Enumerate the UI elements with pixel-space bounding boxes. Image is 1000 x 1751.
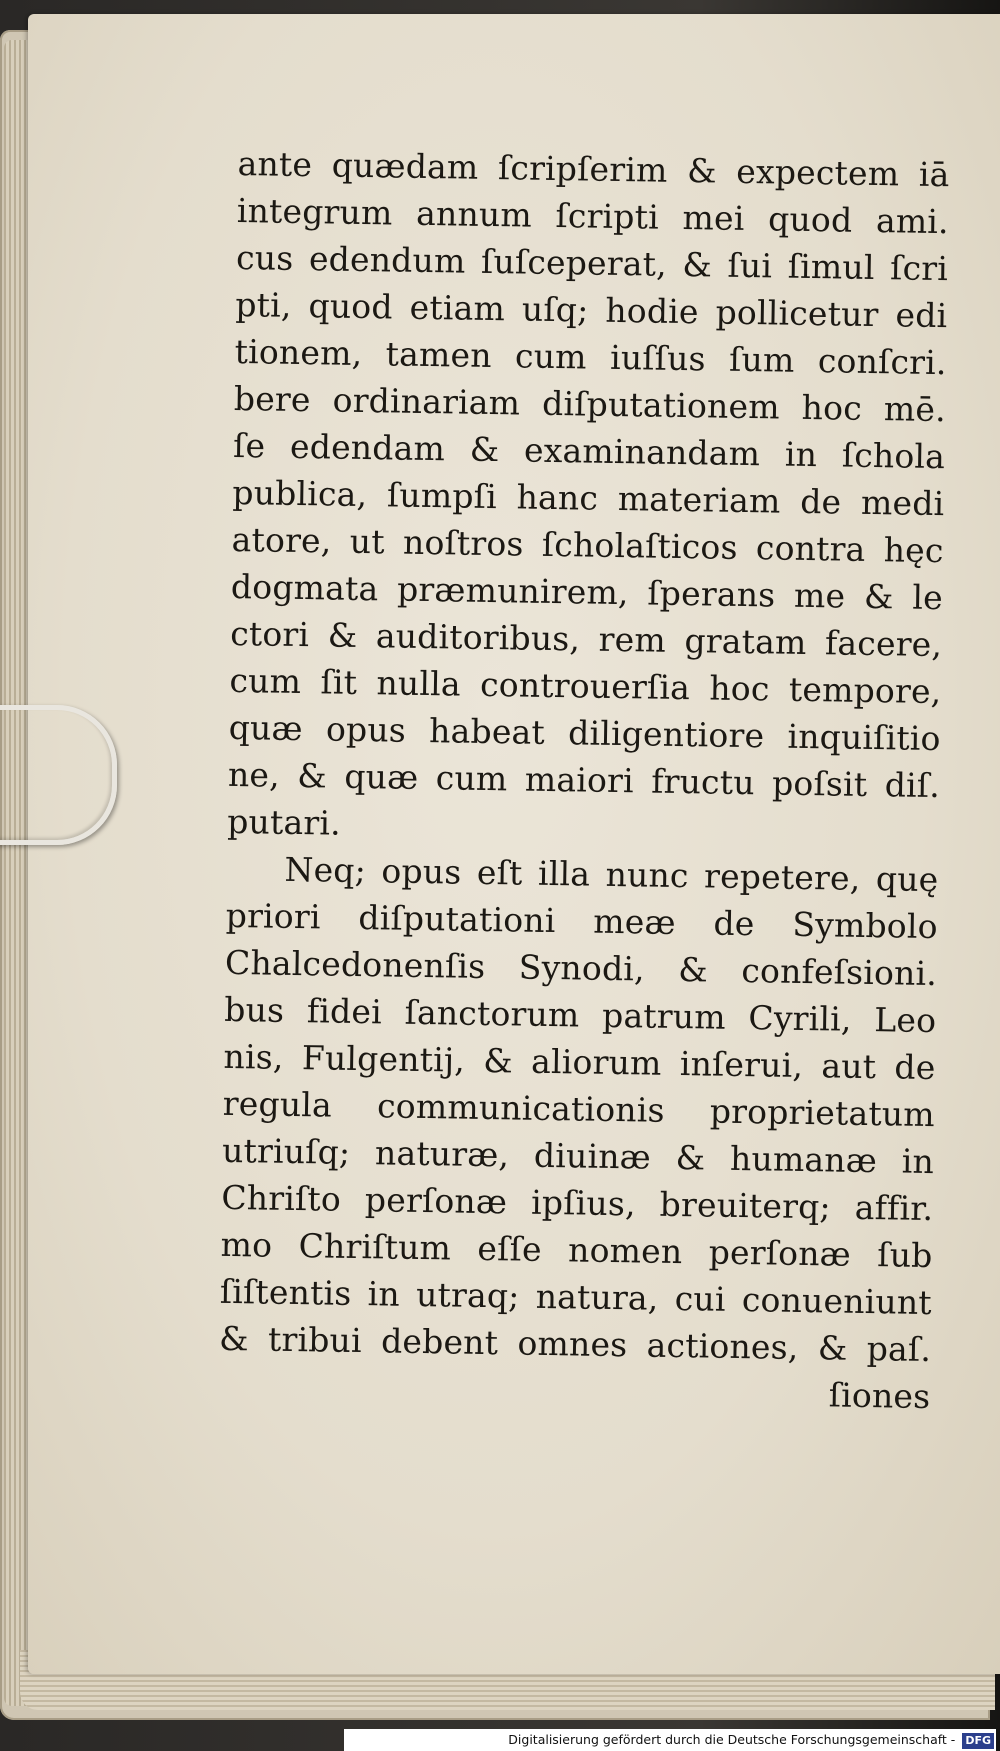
text-line-9: atore, ut noſtros ſcholaſticos contra hęc <box>231 519 944 571</box>
catchword: ſiones <box>828 1375 931 1417</box>
dfg-logo: DFG <box>962 1733 994 1749</box>
text-line-16: Neq; opus eſt illa nunc repetere, quę <box>284 849 939 900</box>
text-line-13: quæ opus habeat diligentiore inquiſitio <box>228 707 941 759</box>
text-line-26: & tribui debent omnes actiones, & paſ. <box>218 1318 932 1370</box>
body-text <box>218 140 950 1420</box>
digitization-credit <box>344 1729 996 1751</box>
text-line-22: utriuſq; naturæ, diuinæ & humanæ in <box>221 1130 935 1182</box>
text-line-7: ſe edendam & examinandam in ſchola <box>232 425 946 477</box>
text-line-17: priori diſputationi meæ de Symbolo <box>225 895 939 947</box>
text-line-19: bus fidei ſanctorum patrum Cyrili, Leo <box>224 989 937 1041</box>
text-line-25: ſiſtentis in utraq; natura, cui conueniunt <box>219 1271 933 1323</box>
credit-text: Digitalisierung gefördert durch die Deutsche Forschungsgemeinschaft - <box>508 1732 956 1747</box>
text-line-12: cum ſit nulla controuerſia hoc tempore, <box>229 660 942 712</box>
text-line-2: integrum annum ſcripti mei quod ami. <box>236 190 950 242</box>
text-line-21: regula communicationis proprietatum <box>222 1083 936 1135</box>
text-line-3: cus edendum ſuſceperat, & ſui ſimul ſcri <box>235 237 949 289</box>
text-line-10: dogmata præmunirem, ſperans me & le <box>230 566 944 618</box>
text-line-23: Chriſto perſonæ ipſius, breuiterq; affir. <box>221 1177 934 1229</box>
text-line-1: ante quædam ſcripſerim & expectem iā <box>237 143 950 195</box>
text-line-24: mo Chriſtum eſſe nomen perſonæ ſub <box>220 1224 933 1276</box>
text-line-15: putari. <box>226 801 342 843</box>
page-clip <box>0 705 117 845</box>
text-line-6: bere ordinariam diſputationem hoc mē. <box>233 378 947 430</box>
text-line-4: pti, quod etiam uſq; hodie pollicetur edi <box>235 284 948 336</box>
text-line-14: ne, & quæ cum maiori fructu poſsit diſ. <box>227 754 941 806</box>
text-line-8: publica, ſumpſi hanc materiam de medi <box>232 472 945 524</box>
text-line-11: ctori & auditoribus, rem gratam facere, <box>229 613 943 665</box>
text-line-20: nis, Fulgentij, & aliorum inſerui, aut de <box>223 1036 936 1088</box>
text-line-5: tionem, tamen cum iuſſus ſum conſcri. <box>234 331 947 383</box>
text-line-18: Chalcedonenſis Synodi, & confeſsioni. <box>224 942 938 994</box>
